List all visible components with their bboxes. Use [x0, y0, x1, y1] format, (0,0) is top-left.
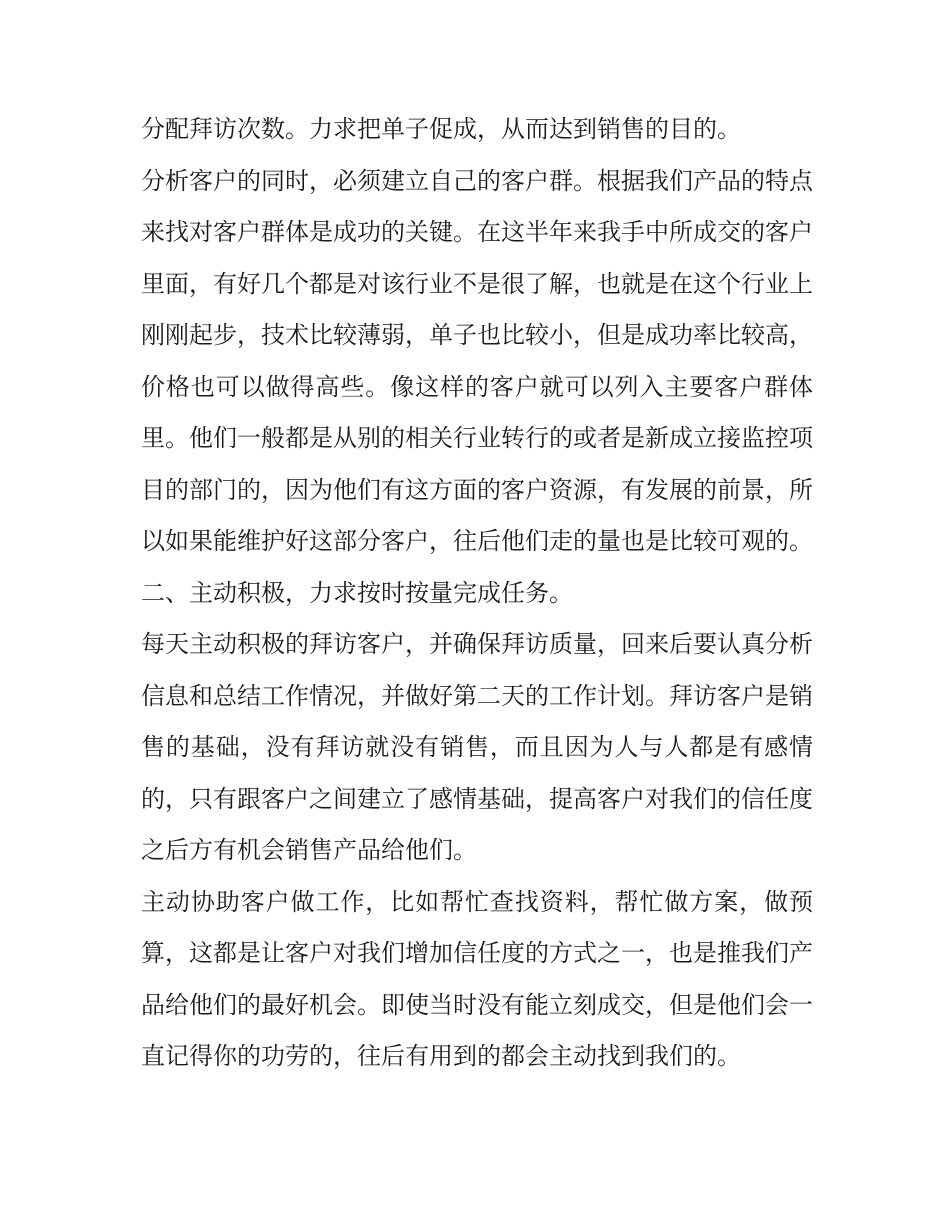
paragraph-assist-customers: 主动协助客户做工作，比如帮忙查找资料，帮忙做方案，做预算，这都是让客户对我们增加信任度的方式之一，也是推我们产品给他们的最好机会。即使当时没有能立刻成交，但是他们会一直记得你的功劳的，往后有用到的都会主动找到我们的。	[141, 887, 813, 1070]
document-body	[141, 104, 813, 1083]
paragraph-visit-count: 分配拜访次数。力求把单子促成，从而达到销售的目的。	[141, 115, 741, 143]
paragraph-daily-visits: 每天主动积极的拜访客户，并确保拜访质量，回来后要认真分析信息和总结工作情况，并做好第二天的工作计划。拜访客户是销售的基础，没有拜访就没有销售，而且因为人与人都是有感情的，只有跟客户之间建立了感情基础，提高客户对我们的信任度之后方有机会销售产品给他们。	[141, 630, 813, 864]
section-heading-proactive: 二、主动积极，力求按时按量完成任务。	[141, 578, 573, 607]
paragraph-customer-groups: 分析客户的同时，必须建立自己的客户群。根据我们产品的特点来找对客户群体是成功的关键。在这半年来我手中所成交的客户里面，有好几个都是对该行业不是很了解，也就是在这个行业上刚刚起步，技术比较薄弱，单子也比较小，但是成功率比较高，价格也可以做得高些。像这样的客户就可以列入主要客户群体里。他们一般都是从别的相关行业转行的或者是新成立接监控项目的部门的，因为他们有这方面的客户资源，有发展的前景，所以如果能维护好这部分客户，往后他们走的量也是比较可观的。	[141, 166, 813, 555]
